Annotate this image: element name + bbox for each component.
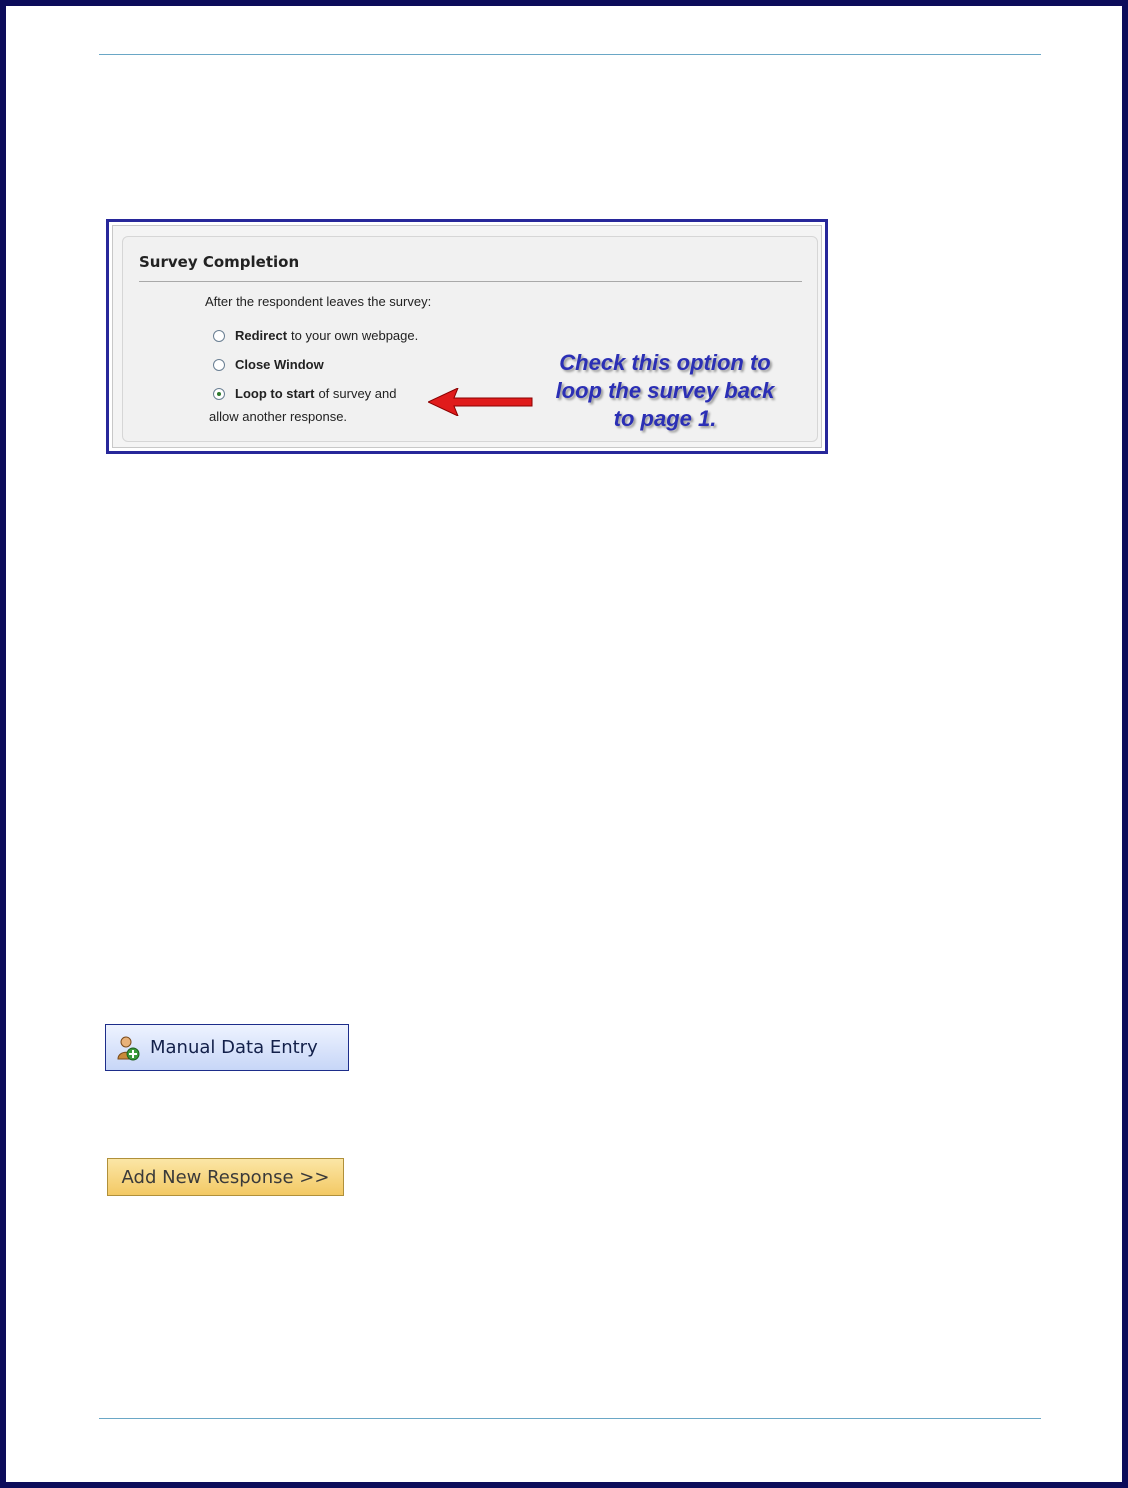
add-new-response-label: Add New Response >> <box>121 1166 330 1188</box>
callout-text <box>546 349 784 433</box>
radio-redirect[interactable] <box>213 330 225 342</box>
panel-divider <box>139 281 802 282</box>
option-loop-to-start[interactable] <box>213 386 396 401</box>
user-add-icon <box>116 1035 140 1061</box>
option-loop-desc: of survey and <box>318 386 397 401</box>
radio-loop-to-start[interactable] <box>213 388 225 400</box>
option-close-window-label: Close Window <box>235 357 324 372</box>
red-arrow-icon <box>428 388 538 416</box>
footer-rule <box>99 1418 1041 1419</box>
panel-title: Survey Completion <box>139 253 300 271</box>
radio-close-window[interactable] <box>213 359 225 371</box>
callout-line-3: to page 1. <box>613 406 717 431</box>
header-rule <box>99 54 1041 55</box>
option-close-window[interactable] <box>213 357 328 372</box>
add-new-response-button[interactable] <box>107 1158 344 1196</box>
screenshot-inner <box>112 225 822 448</box>
manual-data-entry-label: Manual Data Entry <box>150 1037 318 1058</box>
callout-line-1: Check this option to <box>559 350 771 375</box>
option-redirect-desc: to your own webpage. <box>291 328 419 343</box>
option-redirect-label: Redirect <box>235 328 288 343</box>
option-redirect[interactable] <box>213 328 418 343</box>
option-loop-desc-line2: allow another response. <box>209 409 348 424</box>
survey-completion-panel <box>122 236 818 442</box>
callout-line-2: loop the survey back <box>555 378 775 403</box>
intro-text: After the respondent leaves the survey: <box>205 294 432 309</box>
survey-completion-screenshot <box>106 219 828 454</box>
manual-data-entry-button[interactable] <box>105 1024 349 1071</box>
option-loop-label: Loop to start <box>235 386 315 401</box>
